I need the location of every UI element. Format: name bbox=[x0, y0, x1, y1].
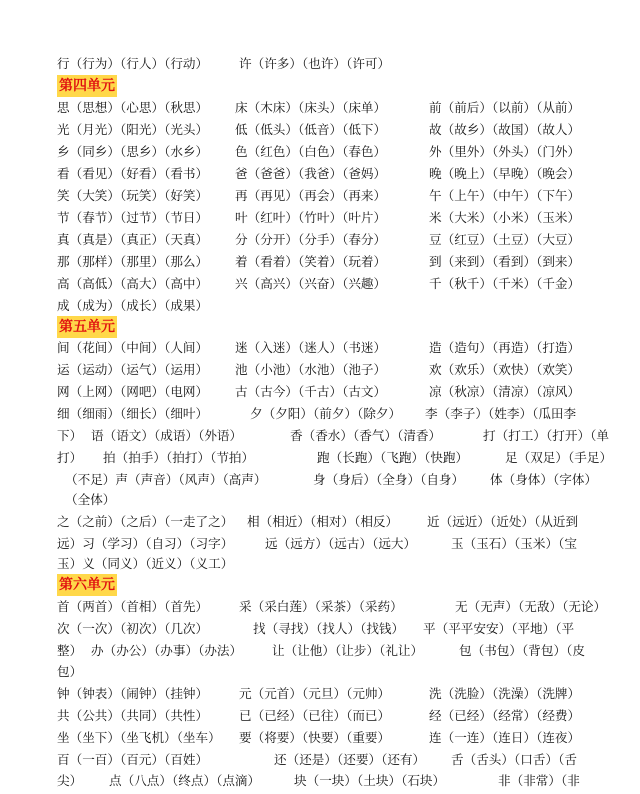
text-line bbox=[57, 470, 598, 490]
word-entry: 那（那样）（那里）（那么） bbox=[57, 254, 209, 269]
word-entry: 叶（红叶）（竹叶）（叶片） bbox=[235, 210, 387, 225]
word-entry: 细（细雨）（细长）（细叶） bbox=[57, 406, 209, 421]
text-line bbox=[57, 120, 587, 140]
word-entry: 远（远方）（远古）（远大） bbox=[265, 536, 417, 551]
word-entry: 米（大米）（小米）（玉米） bbox=[429, 210, 581, 225]
word-entry: 思（思想）（心思）（秋思） bbox=[57, 100, 209, 115]
word-entry: 李（李子）（姓李）（瓜田李 bbox=[425, 406, 577, 421]
word-entry: 到（来到）（看到）（到来） bbox=[429, 254, 581, 269]
word-entry: 整） bbox=[57, 643, 83, 658]
word-entry: 香（香水）（香气）（清香） bbox=[290, 428, 442, 443]
text-line bbox=[57, 728, 587, 748]
text-line bbox=[57, 164, 587, 184]
word-entry: 故（故乡）（故国）（故人） bbox=[429, 122, 581, 137]
word-entry: 身（身后）（全身）（自身） bbox=[313, 472, 465, 487]
text-line bbox=[57, 662, 587, 682]
text-line bbox=[57, 338, 587, 358]
word-entry: 打） bbox=[57, 450, 83, 465]
word-entry: 光（月光）（阳光）（光头） bbox=[57, 122, 209, 137]
text-line bbox=[57, 490, 587, 510]
word-entry: 造（造句）（再造）（打造） bbox=[429, 340, 581, 355]
word-entry: （不足）声（声音）（风声）（高声） bbox=[65, 472, 267, 487]
text-line bbox=[57, 296, 587, 316]
word-entry: 足（双足）（手足） bbox=[505, 450, 613, 465]
word-entry: 让（让他）（让步）（礼让） bbox=[272, 643, 424, 658]
word-entry: 古（古今）（千古）（古文） bbox=[235, 384, 387, 399]
word-entry: 点（八点）（终点）（点滴） bbox=[109, 773, 261, 788]
word-entry: 还（还是）（还要）（还有） bbox=[274, 752, 426, 767]
text-line bbox=[57, 252, 587, 272]
unit-6-heading: 第六单元 bbox=[57, 574, 117, 596]
word-entry: 要（将要）（快要）（重要） bbox=[239, 730, 391, 745]
word-entry: 共（公共）（共同）（共性） bbox=[57, 708, 209, 723]
word-entry: 平（平平安安）（平地）（平 bbox=[423, 621, 575, 636]
word-entry: 跑（长跑）（飞跑）（快跑） bbox=[317, 450, 469, 465]
word-entry: 分（分开）（分手）（春分） bbox=[235, 232, 387, 247]
text-line bbox=[57, 706, 587, 726]
word-entry: 之（之前）（之后）（一走了之） bbox=[57, 514, 234, 529]
word-entry: 首（两首）（首相）（首先） bbox=[57, 599, 209, 614]
text-line bbox=[57, 274, 587, 294]
word-entry: 爸（爸爸）（我爸）（爸妈） bbox=[235, 166, 387, 181]
text-line bbox=[57, 684, 587, 704]
text-line bbox=[57, 142, 587, 162]
word-entry: 连（一连）（连日）（连夜） bbox=[429, 730, 581, 745]
word-entry: 打（打工）（打开）（单 bbox=[483, 428, 609, 443]
word-entry: 笑（大笑）（玩笑）（好笑） bbox=[57, 188, 209, 203]
word-entry: 成（成为）（成长）（成果） bbox=[57, 298, 209, 313]
text-line bbox=[57, 208, 587, 228]
word-entry: 午（上午）（中午）（下午） bbox=[429, 188, 581, 203]
text-line bbox=[57, 534, 587, 554]
word-entry: 包） bbox=[57, 664, 83, 679]
word-entry: 乡（同乡）（思乡）（水乡） bbox=[57, 144, 209, 159]
word-entry: 玉）义（同义）（近义）（义工） bbox=[57, 556, 234, 571]
text-line bbox=[57, 360, 587, 380]
word-entry: 着（看着）（笑着）（玩着） bbox=[235, 254, 387, 269]
text-line bbox=[57, 512, 587, 532]
word-entry: 运（运动）（运气）（运用） bbox=[57, 362, 209, 377]
unit-4-heading: 第四单元 bbox=[57, 75, 117, 97]
word-entry: 迷（入迷）（迷人）（书迷） bbox=[235, 340, 387, 355]
word-entry: 近（远近）（近处）（从近到 bbox=[427, 514, 579, 529]
text-line bbox=[57, 186, 587, 206]
word-entry: 无（无声）（无敌）（无论） bbox=[455, 599, 607, 614]
word-entry: 池（小池）（水池）（池子） bbox=[235, 362, 387, 377]
text-line bbox=[57, 554, 587, 574]
word-entry: 拍（拍手）（拍打）（节拍） bbox=[103, 450, 255, 465]
text-line bbox=[57, 230, 587, 250]
word-entry: 坐（坐下）（坐飞机）（坐车） bbox=[57, 730, 221, 745]
word-entry: 玉（玉石）（玉米）（宝 bbox=[451, 536, 577, 551]
word-entry: 非（非常）（非 bbox=[498, 773, 580, 788]
word-entry: 钟（钟表）（闹钟）（挂钟） bbox=[57, 686, 209, 701]
text-line bbox=[57, 426, 609, 446]
word-entry: 尖） bbox=[57, 773, 83, 788]
word-entry: 包（书包）（背包）（皮 bbox=[459, 643, 585, 658]
word-entry: 豆（红豆）（土豆）（大豆） bbox=[429, 232, 581, 247]
text-line bbox=[57, 619, 587, 639]
text-line bbox=[57, 448, 613, 468]
word-entry: 远）习（学习）（自习）（习字） bbox=[57, 536, 234, 551]
word-entry: 再（再见）（再会）（再来） bbox=[235, 188, 387, 203]
word-entry: 许（许多）（也许）（许可） bbox=[239, 56, 391, 71]
word-entry: 前（前后）（以前）（从前） bbox=[429, 100, 581, 115]
text-line bbox=[57, 404, 587, 424]
word-entry: 节（春节）（过节）（节日） bbox=[57, 210, 209, 225]
word-entry: 千（秋千）（千米）（千金） bbox=[429, 276, 581, 291]
text-line bbox=[57, 98, 587, 118]
word-entry: 找（寻找）（找人）（找钱） bbox=[253, 621, 405, 636]
word-entry: 办（办公）（办事）（办法） bbox=[91, 643, 243, 658]
word-entry: 兴（高兴）（兴奋）（兴趣） bbox=[235, 276, 387, 291]
word-entry: 间（花间）（中间）（人间） bbox=[57, 340, 209, 355]
word-entry: 采（采白莲）（采茶）（采药） bbox=[239, 599, 403, 614]
word-entry: 夕（夕阳）（前夕）（除夕） bbox=[250, 406, 402, 421]
word-entry: 低（低头）（低音）（低下） bbox=[235, 122, 387, 137]
word-entry: 经（已经）（经常）（经费） bbox=[429, 708, 581, 723]
word-entry: 外（里外）（外头）（门外） bbox=[429, 144, 581, 159]
text-line bbox=[57, 641, 587, 661]
text-line bbox=[57, 597, 607, 617]
text-line bbox=[57, 771, 587, 791]
word-entry: 晚（晚上）（早晚）（晚会） bbox=[429, 166, 581, 181]
word-entry: 洗（洗脸）（洗澡）（洗牌） bbox=[429, 686, 581, 701]
word-entry: 凉（秋凉）（清凉）（凉风） bbox=[429, 384, 581, 399]
word-entry: 高（高低）（高大）（高中） bbox=[57, 276, 209, 291]
text-line bbox=[57, 54, 587, 74]
word-entry: 元（元首）（元旦）（元帅） bbox=[239, 686, 391, 701]
text-line bbox=[57, 382, 587, 402]
word-entry: 百（一百）（百元）（百姓） bbox=[57, 752, 209, 767]
word-entry: 已（已经）（已往）（而已） bbox=[239, 708, 391, 723]
word-entry: 真（真是）（真正）（天真） bbox=[57, 232, 209, 247]
unit-5-heading: 第五单元 bbox=[57, 316, 117, 338]
word-entry: 看（看见）（好看）（看书） bbox=[57, 166, 209, 181]
word-entry: 床（木床）（床头）（床单） bbox=[235, 100, 387, 115]
word-entry: 行（行为）（行人）（行动） bbox=[57, 56, 209, 71]
word-entry: 下） bbox=[57, 428, 83, 443]
word-entry: 欢（欢乐）（欢快）（欢笑） bbox=[429, 362, 581, 377]
word-entry: 相（相近）（相对）（相反） bbox=[247, 514, 399, 529]
word-entry: 网（上网）（网吧）（电网） bbox=[57, 384, 209, 399]
word-entry: 语（语文）（成语）（外语） bbox=[91, 428, 243, 443]
word-entry: 次（一次）（初次）（几次） bbox=[57, 621, 209, 636]
word-entry: 块（一块）（土块）（石块） bbox=[294, 773, 446, 788]
word-entry: 舌（舌头）（口舌）（舌 bbox=[451, 752, 577, 767]
text-line bbox=[57, 750, 587, 770]
word-entry: 色（红色）（白色）（春色） bbox=[235, 144, 387, 159]
word-entry: 体（身体）（字体） bbox=[490, 472, 598, 487]
word-entry: （全体） bbox=[65, 492, 116, 507]
